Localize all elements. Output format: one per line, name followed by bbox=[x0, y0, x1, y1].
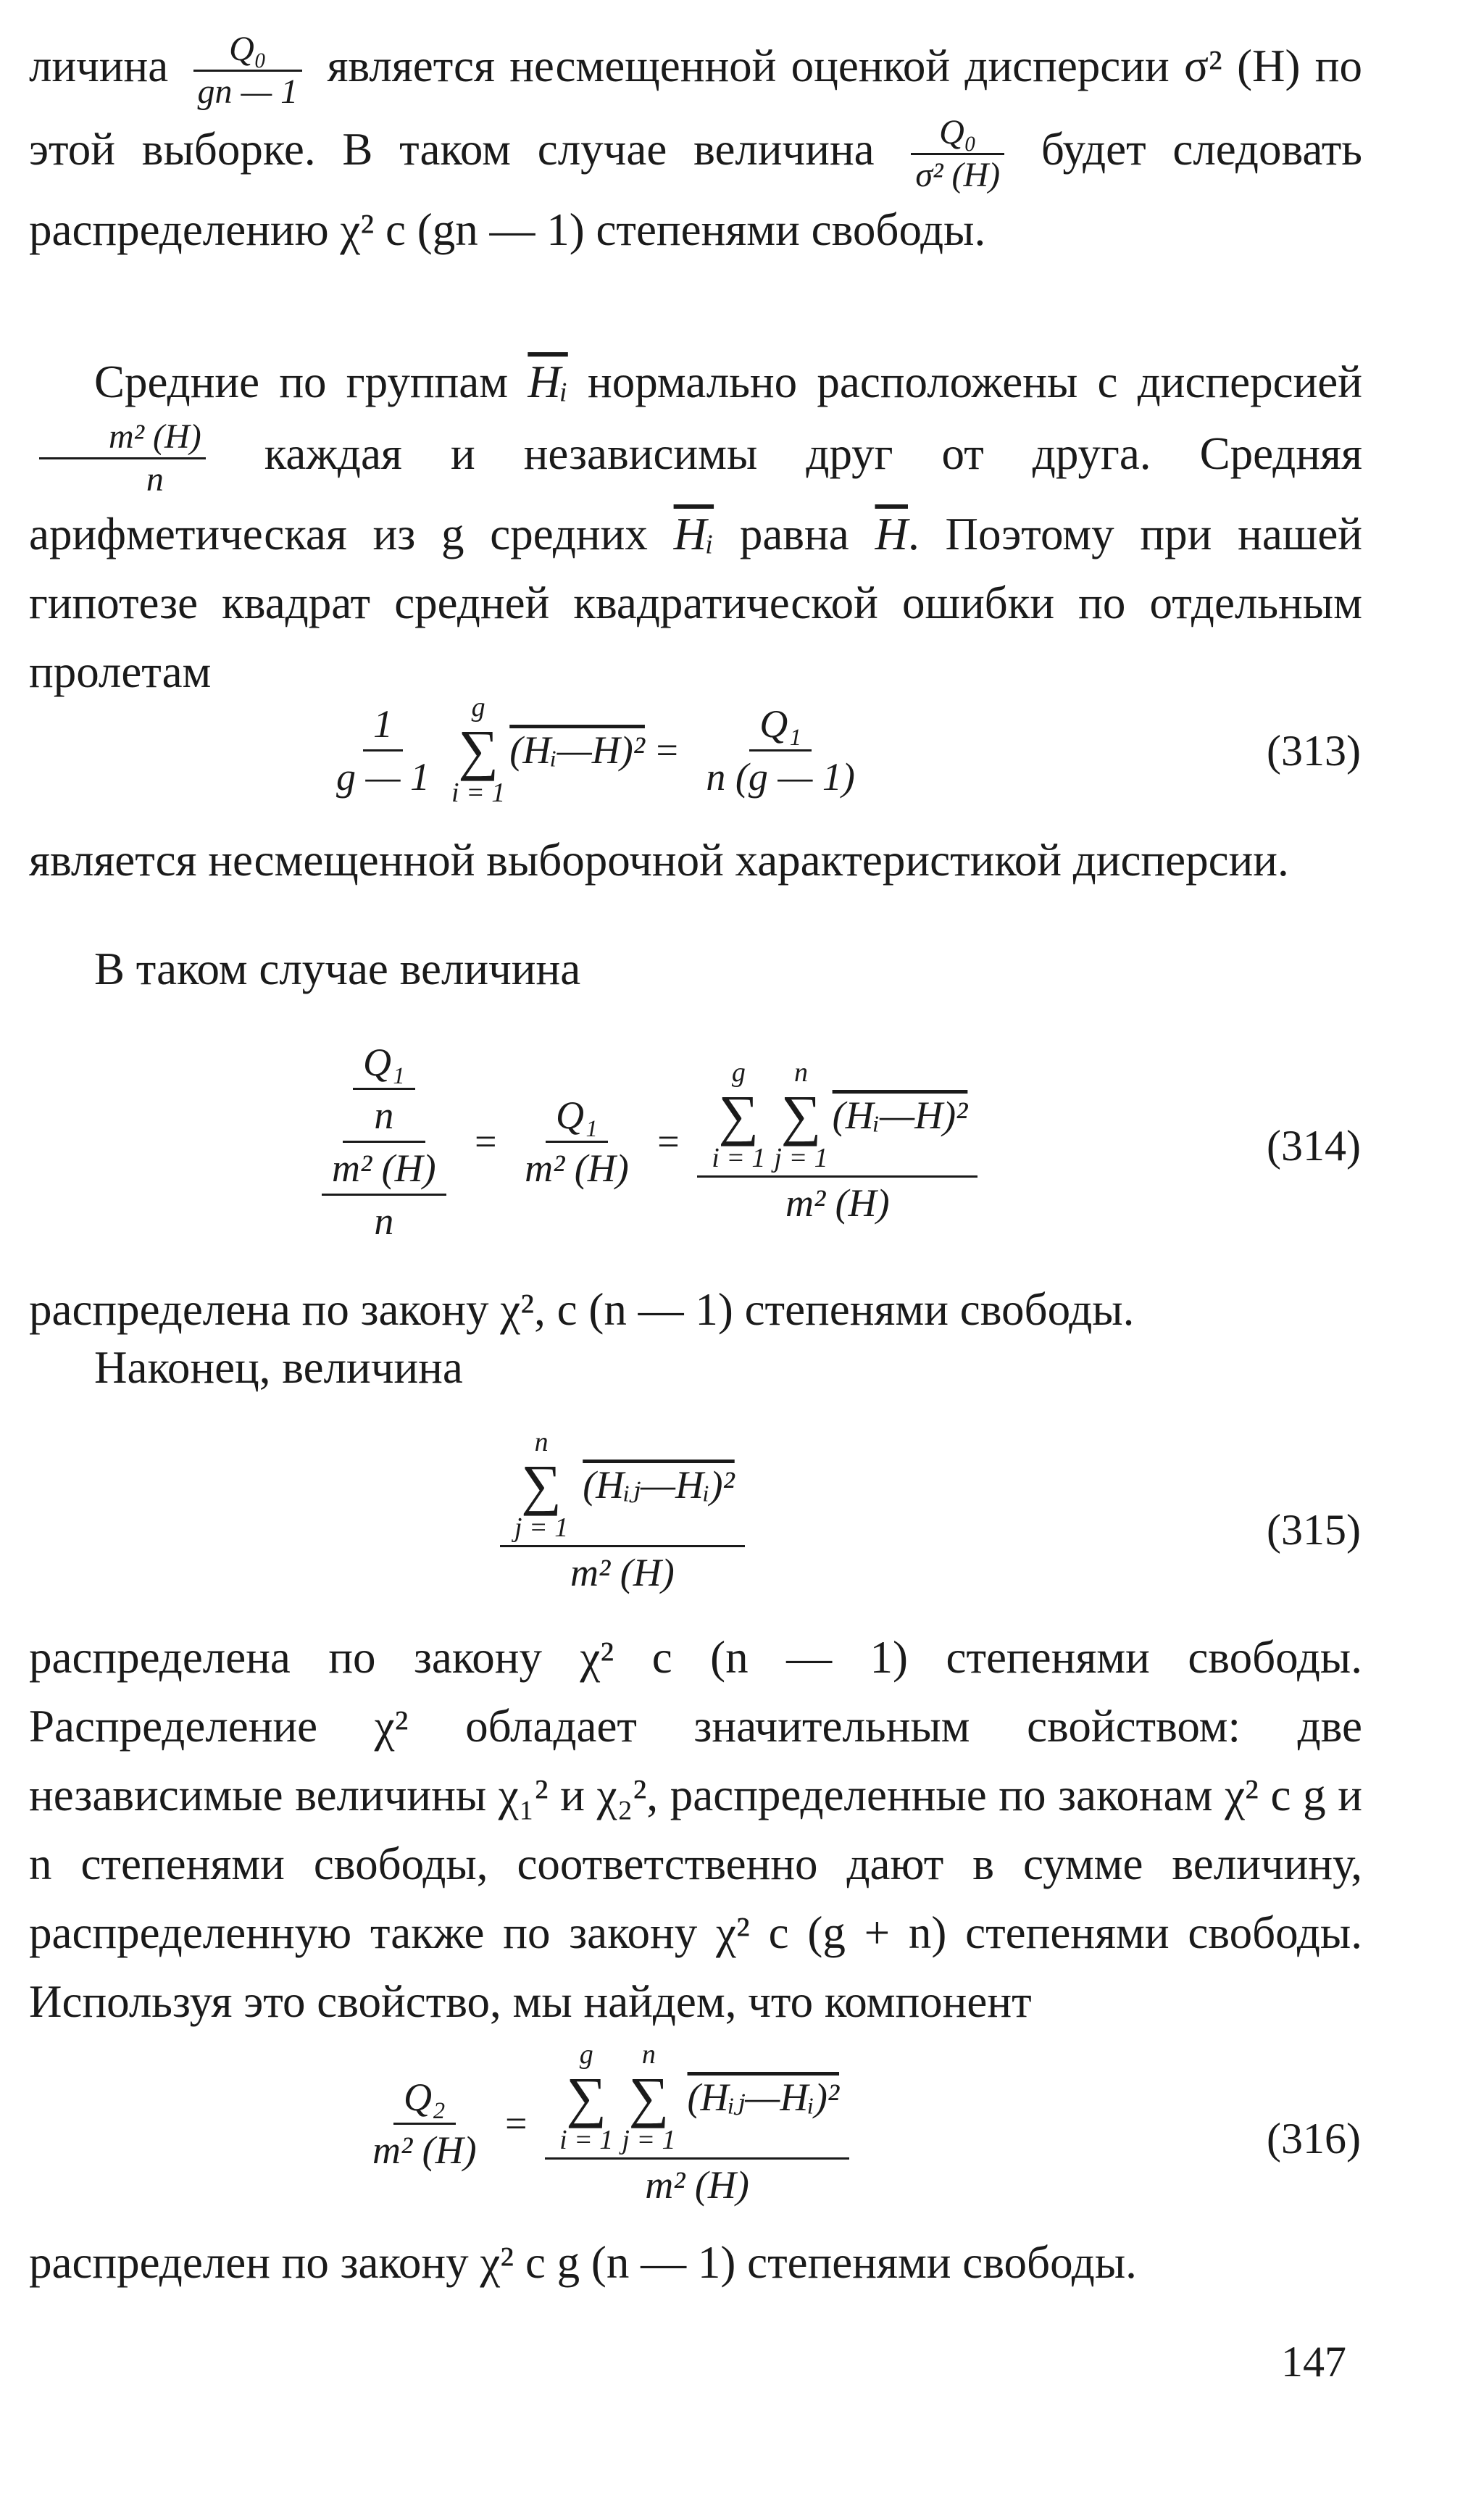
fraction: g ∑ i = 1 n ∑ j = 1 (Hᵢ—H)² m² (H) bbox=[697, 1058, 977, 1225]
math-hi: $\overline{Hᵢ}$ bbox=[528, 357, 568, 407]
fraction: n ∑ j = 1 (Hᵢⱼ—Hᵢ)² m² (H) bbox=[500, 1428, 745, 1595]
text: Средние по группам bbox=[94, 357, 528, 407]
sum-symbol: n ∑ j = 1 bbox=[514, 1426, 569, 1543]
page-number: 147 bbox=[1281, 2338, 1346, 2386]
text: В таком случае величина bbox=[94, 944, 581, 994]
sum-symbol: g ∑ i = 1 bbox=[712, 1057, 766, 1173]
equation-313 bbox=[0, 688, 1484, 812]
fraction-q0-gn: $\frac{\text{Q₀}}{gn — 1}$ bbox=[193, 29, 303, 112]
sum-symbol: n ∑ j = 1 bbox=[774, 1057, 828, 1173]
paragraph-1 bbox=[29, 29, 1362, 265]
equation-number: (315) bbox=[1267, 1506, 1361, 1554]
text: равна bbox=[714, 509, 875, 559]
equals: = bbox=[653, 728, 680, 772]
math-hi: $\overline{Hᵢ}$ bbox=[673, 509, 714, 559]
equation-314 bbox=[0, 1029, 1484, 1254]
paragraph-7 bbox=[29, 1623, 1362, 2036]
text: будет следовать распределению χ² с (gn — 1) степенями свободы. bbox=[29, 123, 1362, 255]
text: . Поэтому при нашей гипотезе квадрат средней квадратической ошибки по отдельным пролетам bbox=[29, 509, 1362, 697]
text: является несмещенной оценкой дисперсии σ² (H) по этой выборке. В таком случае величина bbox=[29, 40, 1362, 175]
text: Наконец, величина bbox=[94, 1342, 463, 1393]
math-h: $\overline{H}$ bbox=[875, 509, 908, 559]
equation-number: (316) bbox=[1267, 2115, 1361, 2162]
paragraph-3 bbox=[29, 826, 1362, 895]
equals: = bbox=[472, 1120, 499, 1163]
fraction: $\frac{\text{Q₁}}{n (g — 1)}$ bbox=[706, 701, 855, 799]
sum-symbol: n ∑ j = 1 bbox=[622, 2039, 676, 2155]
text: личина bbox=[29, 40, 183, 91]
fraction: 1 g — 1 bbox=[336, 701, 430, 799]
text: является несмещенной выборочной характеристикой дисперсии. bbox=[29, 835, 1289, 886]
fraction-m2h-n: $\frac{\text{m² (H)}}{n}$ bbox=[39, 417, 206, 500]
text: распределена по закону χ² с (n — 1) степенями свободы. Распределение χ² обладает значительным свойством: две независимые величины χ₁² и χ₂², распределенные по законам χ² с g и n степенями свободы, соответственно дают в сумме величину, распределенную также по закону χ² с (g + n) степенями свободы. Используя это свойство, мы найдем, что компонент bbox=[29, 1632, 1362, 2027]
equation-number: (314) bbox=[1267, 1122, 1361, 1170]
fraction: $\frac{\text{Q₁}}{\text{m² (H)}}$ bbox=[525, 1093, 629, 1190]
equals: = bbox=[654, 1120, 682, 1163]
equation-315 bbox=[0, 1420, 1484, 1602]
equation-316 bbox=[0, 2029, 1484, 2218]
paragraph-4 bbox=[29, 935, 1362, 1004]
text: каждая и независимы друг от друга. Средняя арифметическая из g средних bbox=[29, 428, 1362, 559]
paragraph-6 bbox=[29, 1333, 1362, 1402]
sum-symbol: g ∑ i = 1 bbox=[559, 2039, 614, 2155]
sum-symbol: g ∑ i = 1 bbox=[451, 692, 506, 808]
fraction: g ∑ i = 1 n ∑ j = 1 (Hᵢⱼ—Hᵢ)² m² (H) bbox=[545, 2040, 849, 2207]
fraction: $\frac{\text{Q₂}}{\text{m² (H)}}$ bbox=[372, 2075, 477, 2172]
text: распределена по закону χ², с (n — 1) степенями свободы. bbox=[29, 1284, 1135, 1335]
text: нормально расположены с дисперсией bbox=[567, 357, 1362, 407]
equation-number: (313) bbox=[1267, 727, 1361, 775]
term: (Hᵢ—H)² bbox=[509, 728, 645, 772]
paragraph-2 bbox=[29, 348, 1362, 707]
compound-fraction: Q₁ n $\frac{\text{m² (H)}}{n}$ bbox=[312, 1040, 457, 1244]
paragraph-8 bbox=[29, 2228, 1362, 2297]
text: распределен по закону χ² с g (n — 1) степенями свободы. bbox=[29, 2237, 1137, 2288]
fraction-q0-sigma: $\frac{\text{Q₀}}{\text{σ² (H)}}$ bbox=[911, 112, 1004, 196]
equals: = bbox=[502, 2102, 530, 2145]
